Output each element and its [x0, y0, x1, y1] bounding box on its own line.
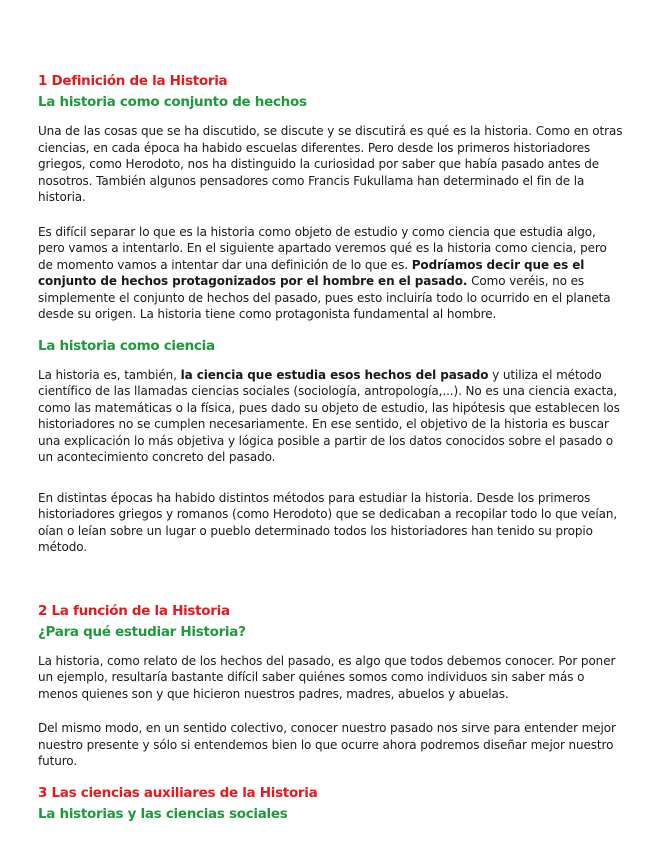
- section-2-paragraph-2: Del mismo modo, en un sentido colectivo, conocer nuestro pasado nos sirve para entender mejor nuestro presente y sólo si entendemos bien lo que ocurre ahora podremos diseñar mejor nuestro futuro.: [38, 721, 616, 768]
- paragraph-text: Es difícil separar lo que es la historia como objeto de estudio y como ciencia que estudia algo, pero vamos a intentarlo. En el siguiente apartado veremos qué es la historia como ciencia, pero de momento vamos a intentar dar una definición de lo que es.: [38, 224, 607, 272]
- section-2-paragraph-1: La historia, como relato de los hechos del pasado, es algo que todos debemos conocer. Por poner un ejemplo, resultaría bastante difícil saber quiénes somos como individuos sin saber más o menos quienes son y que hicieron nuestros padres, madres, abuelos y abuelas.: [38, 653, 616, 701]
- section-1-heading: 1 Definición de la Historia: [38, 73, 228, 89]
- section-1-paragraph-2: [38, 224, 623, 323]
- section-1-paragraph-1: Una de las cosas que se ha discutido, se discute y se discutirá es qué es la historia. Como en otras ciencias, en cada época ha habido escuelas diferentes. Pero desde los primeros historiadores griegos, como Herodoto, nos ha distinguido la curiosidad por saber que había pasado antes de nosotros. También algunos pensadores como Francis Fukullama han determinado el fin de la historia.: [38, 124, 623, 204]
- section-2-subheading: ¿Para qué estudiar Historia?: [38, 623, 246, 640]
- section-2-heading: 2 La función de la Historia: [38, 602, 230, 619]
- section-3-subheading: La historias y las ciencias sociales: [38, 805, 288, 822]
- section-3-heading: 3 Las ciencias auxiliares de la Historia: [38, 784, 318, 801]
- section-1-paragraph-3: [38, 367, 623, 466]
- paragraph-text: Como veréis, no es simplemente el conjunto de hechos del pasado, pues esto incluiría todo lo ocurrido en el planeta desde su origen. La historia tiene como protagonista fundamental al hombre.: [38, 274, 611, 321]
- section-2: [38, 602, 623, 770]
- paragraph-bold-text: Podríamos decir que es el conjunto de hechos protagonizados por el hombre en el pasado.: [38, 257, 585, 288]
- paragraph-text: y utiliza el método científico de las llamadas ciencias sociales (sociología, antropología,...). No es una ciencia exacta, como las matemáticas o la física, pues dado su objeto de estudio, las hipótesis que establecen los historiadores no se cumplen necesariamente. En ese sentido, el objetivo de la historia es buscar una explicación lo más objetiva y lógica posible a partir de los datos conocidos sobre el pasado o un acontecimiento concreto del pasado.: [38, 367, 620, 464]
- section-1-subheading-2: La historia como ciencia: [38, 337, 215, 354]
- section-3: [38, 784, 623, 823]
- section-1-subheading: La historia como conjunto de hechos: [38, 94, 307, 110]
- document-page: [38, 72, 623, 835]
- section-1-paragraph-4: En distintas épocas ha habido distintos métodos para estudiar la historia. Desde los primeros historiadores griegos y romanos (como Herodoto) que se dedicaban a recopilar todo lo que veían, oían o leían sobre un lugar o pueblo determinado todos los historiadores han tenido su propio método.: [38, 490, 618, 554]
- paragraph-text: La historia es, también,: [38, 367, 181, 382]
- paragraph-bold-text: la ciencia que estudia esos hechos del pasado: [180, 367, 489, 382]
- section-1: [38, 72, 623, 556]
